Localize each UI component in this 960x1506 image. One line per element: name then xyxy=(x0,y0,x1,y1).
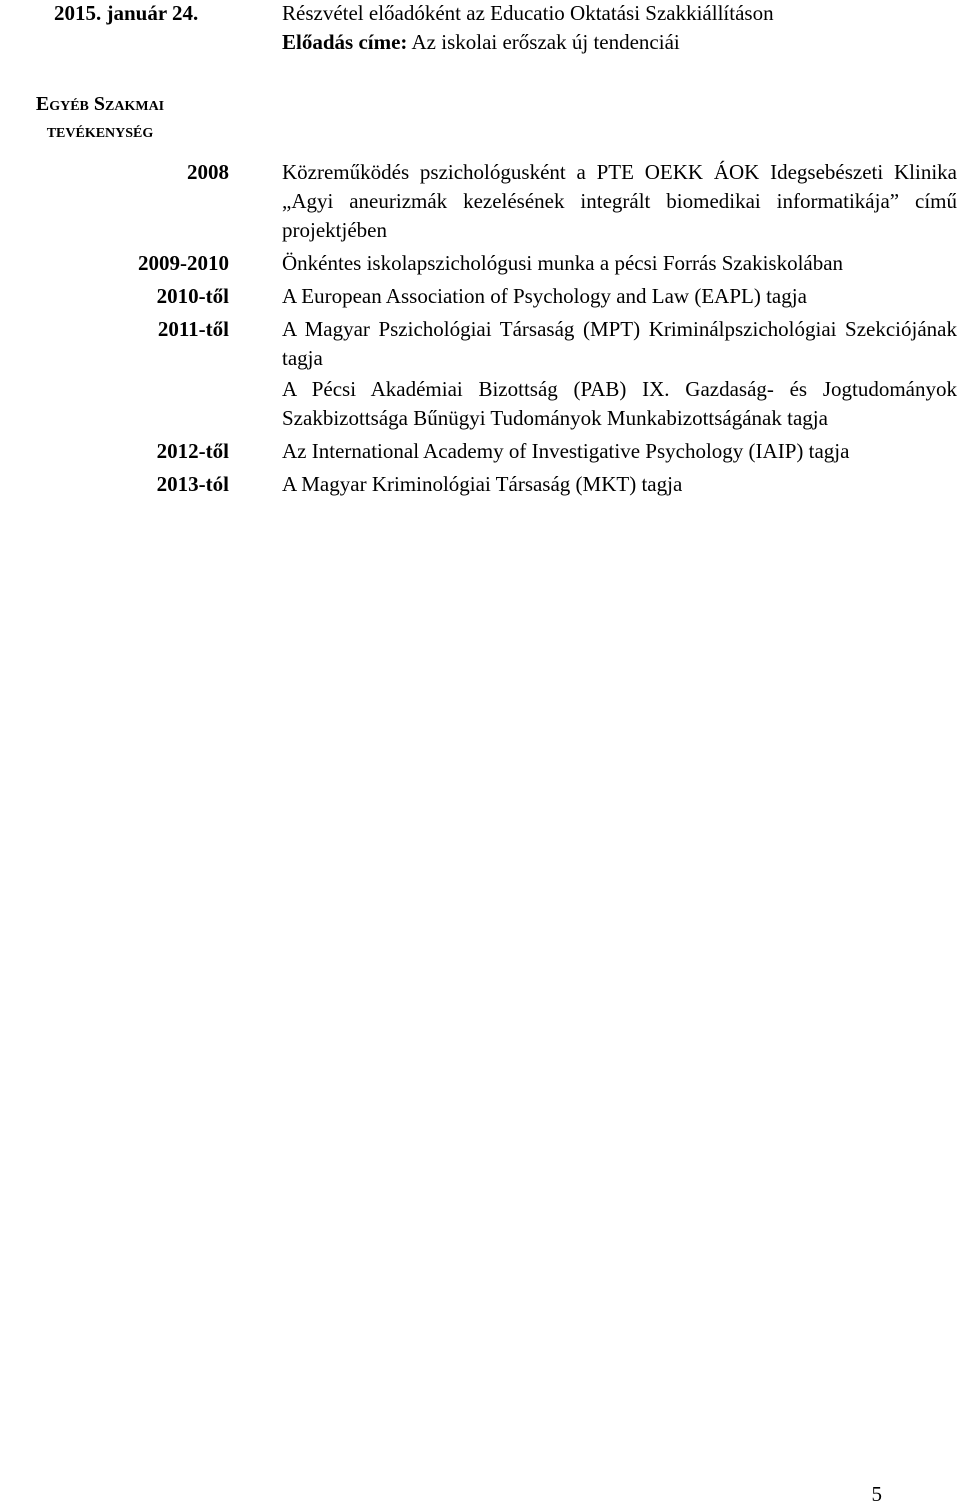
lecture-title-value: Az iskolai erőszak új tendenciái xyxy=(411,30,680,54)
activity-entry xyxy=(0,437,960,466)
activity-description xyxy=(282,158,957,245)
activity-list xyxy=(0,158,960,503)
lecture-title-label: Előadás címe: xyxy=(282,30,408,54)
activity-year: 2010-től xyxy=(156,284,229,308)
activity-paragraph: A Magyar Pszichológiai Társaság (MPT) Kriminálpszichológiai Szekciójának tagja xyxy=(282,317,957,370)
activity-description xyxy=(282,470,957,499)
activity-year: 2012-től xyxy=(156,439,229,463)
activity-description xyxy=(282,249,957,278)
activity-paragraph: Az International Academy of Investigative Psychology (IAIP) tagja xyxy=(282,439,850,463)
activity-year: 2008 xyxy=(187,160,229,184)
activity-year: 2013-tól xyxy=(156,472,229,496)
activity-paragraph: A European Association of Psychology and Law (EAPL) tagja xyxy=(282,284,807,308)
activity-entry xyxy=(0,158,960,245)
activity-paragraph: A Pécsi Akadémiai Bizottság (PAB) IX. Gazdaság- és Jogtudományok Szakbizottsága Bűnügyi Tudományok Munkabizottságának tagja xyxy=(282,377,957,430)
activity-entry xyxy=(0,249,960,278)
section-heading xyxy=(0,91,200,145)
activity-paragraph: A Magyar Kriminológiai Társaság (MKT) tagja xyxy=(282,472,683,496)
activity-year: 2009-2010 xyxy=(138,251,229,275)
activity-entry xyxy=(0,470,960,499)
section-heading-line: tevékenység xyxy=(46,120,154,142)
activity-description xyxy=(282,437,957,466)
activity-description xyxy=(282,282,957,311)
event-date: 2015. január 24. xyxy=(54,1,199,25)
page-number: 5 xyxy=(871,1482,882,1506)
activity-paragraph: Önkéntes iskolapszichológusi munka a pécsi Forrás Szakiskolában xyxy=(282,251,844,275)
section-heading-line: Egyéb Szakmai xyxy=(35,93,165,115)
activity-year: 2011-től xyxy=(157,317,229,341)
lecture-title-line xyxy=(282,28,960,57)
event-description xyxy=(282,0,960,57)
activity-description xyxy=(282,315,957,433)
event-description-line: Részvétel előadóként az Educatio Oktatási Szakkiállításon xyxy=(282,1,774,25)
activity-entry xyxy=(0,282,960,311)
activity-entry xyxy=(0,315,960,433)
activity-paragraph: Közreműködés pszichológusként a PTE OEKK ÁOK Idegsebészeti Klinika „Agyi aneurizmák kezelésének integrált biomedikai informatikája” című projektjében xyxy=(282,160,957,242)
